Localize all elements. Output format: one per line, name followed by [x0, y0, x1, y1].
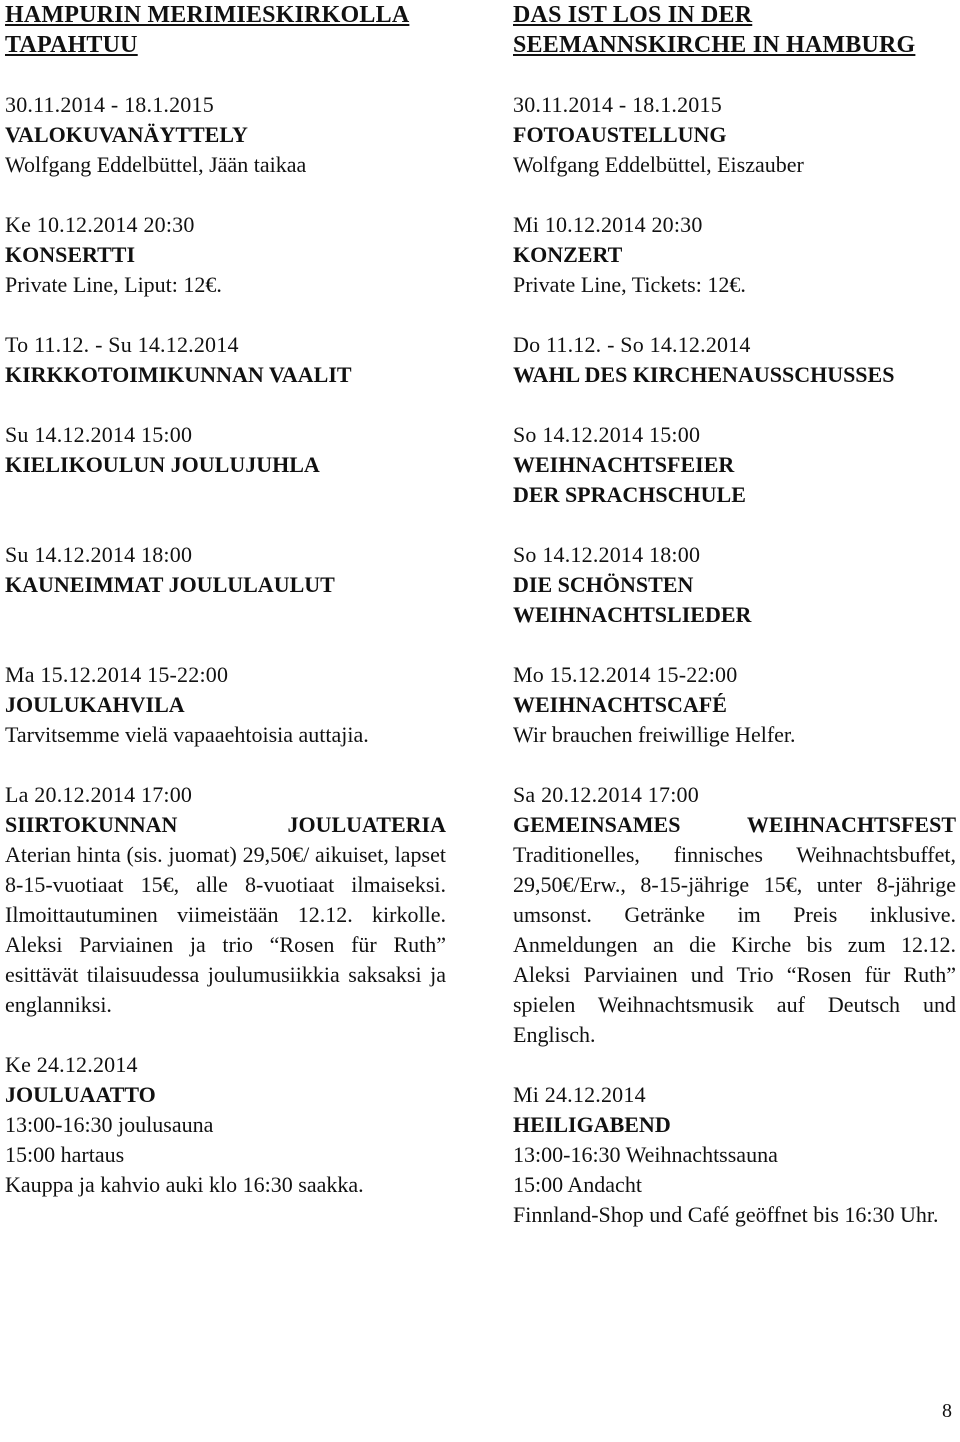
event-school-christmas — [513, 420, 956, 510]
event-text: 15:00 Andacht — [513, 1172, 642, 1197]
event-election — [5, 330, 446, 390]
event-text: Aterian hinta (sis. juomat) 29,50€/ aikuiset, lapset 8-15-vuotiaat 15€, alle 8-vuotiaat ilmaiseksi. Ilmoittautuminen viimeistään 12.12. kirkolle. Aleksi Parviainen ja trio “Rosen für Ruth” esittävät tilaisuudessa joulumusiikkia saksaksi ja englanniksi. — [5, 842, 446, 1017]
event-heading: JOULUKAHVILA — [5, 692, 185, 717]
event-school-christmas — [5, 420, 446, 510]
title-line: SEEMANNSKIRCHE IN HAMBURG — [513, 32, 916, 58]
event-date: So 14.12.2014 18:00 — [513, 542, 701, 567]
german-title — [513, 0, 956, 60]
event-heading: KIELIKOULUN JOULUJUHLA — [5, 452, 320, 477]
event-date: Ke 10.12.2014 20:30 — [5, 212, 195, 237]
event-heading: GEMEINSAMES WEIHNACHTSFEST — [513, 812, 956, 837]
event-text: Private Line, Liput: 12€. — [5, 272, 222, 297]
event-cafe — [513, 660, 956, 750]
event-heading: SIIRTOKUNNAN JOULUATERIA — [5, 812, 446, 837]
event-heading: WEIHNACHTSFEIER — [513, 452, 735, 477]
event-text: Private Line, Tickets: 12€. — [513, 272, 746, 297]
page-number: 8 — [942, 1400, 952, 1422]
event-heading: VALOKUVANÄYTTELY — [5, 122, 248, 147]
event-exhibition — [513, 90, 956, 180]
title-line: TAPAHTUU — [5, 32, 138, 58]
event-date: La 20.12.2014 17:00 — [5, 782, 193, 807]
event-text: Finnland-Shop und Café geöffnet bis 16:30 Uhr. — [513, 1202, 939, 1227]
finnish-title — [5, 0, 446, 60]
event-exhibition — [5, 90, 446, 180]
event-date: Sa 20.12.2014 17:00 — [513, 782, 699, 807]
event-date: Ma 15.12.2014 15-22:00 — [5, 662, 229, 687]
event-date: Su 14.12.2014 18:00 — [5, 542, 193, 567]
event-cafe — [5, 660, 446, 750]
event-date: 30.11.2014 - 18.1.2015 — [513, 92, 722, 117]
event-heading: HEILIGABEND — [513, 1112, 671, 1137]
event-text: Traditionelles, finnisches Weihnachtsbuffet, 29,50€/Erw., 8-15-jährige 15€, unter 8-jährige umsonst. Getränke im Preis inklusive. Anmeldungen an die Kirche bis zum 12.12. Aleksi Parviainen und Trio “Rosen für Ruth” spielen Weihnachtsmusik auf Deutsch und Englisch. — [513, 842, 956, 1047]
event-text: 15:00 hartaus — [5, 1142, 125, 1167]
event-date: Su 14.12.2014 15:00 — [5, 422, 193, 447]
event-date: Ke 24.12.2014 — [5, 1052, 138, 1077]
event-text: Tarvitsemme vielä vapaaehtoisia auttajia. — [5, 722, 369, 747]
event-spacer — [5, 480, 446, 510]
event-carols — [513, 540, 956, 630]
event-date: Do 11.12. - So 14.12.2014 — [513, 332, 751, 357]
event-date: So 14.12.2014 15:00 — [513, 422, 701, 447]
event-heading: KONSERTTI — [5, 242, 136, 267]
event-heading: WAHL DES KIRCHENAUSSCHUSSES — [513, 362, 895, 387]
event-text: Wolfgang Eddelbüttel, Jään taikaa — [5, 152, 307, 177]
event-text: 13:00-16:30 joulusauna — [5, 1112, 214, 1137]
event-christmas-dinner — [5, 780, 446, 1020]
event-text: Wir brauchen freiwillige Helfer. — [513, 722, 796, 747]
event-heading: JOULUAATTO — [5, 1082, 156, 1107]
event-heading: DER SPRACHSCHULE — [513, 482, 746, 507]
event-election — [513, 330, 956, 390]
title-line: HAMPURIN MERIMIESKIRKOLLA — [5, 2, 410, 28]
event-date: Mi 10.12.2014 20:30 — [513, 212, 703, 237]
event-heading: KONZERT — [513, 242, 623, 267]
event-spacer — [5, 600, 446, 630]
event-christmas-eve — [513, 1080, 956, 1230]
event-heading: DIE SCHÖNSTEN — [513, 572, 694, 597]
event-christmas-eve — [5, 1050, 446, 1200]
event-concert — [513, 210, 956, 300]
event-heading: KAUNEIMMAT JOULULAULUT — [5, 572, 335, 597]
event-text: Kauppa ja kahvio auki klo 16:30 saakka. — [5, 1172, 364, 1197]
event-concert — [5, 210, 446, 300]
finnish-column — [5, 0, 446, 1230]
event-heading: FOTOAUSTELLUNG — [513, 122, 727, 147]
event-heading: KIRKKOTOIMIKUNNAN VAALIT — [5, 362, 352, 387]
event-date: Mi 24.12.2014 — [513, 1082, 646, 1107]
event-carols — [5, 540, 446, 630]
event-text: Wolfgang Eddelbüttel, Eiszauber — [513, 152, 804, 177]
title-line: DAS IST LOS IN DER — [513, 2, 753, 28]
event-text: 13:00-16:30 Weihnachtssauna — [513, 1142, 778, 1167]
event-date: To 11.12. - Su 14.12.2014 — [5, 332, 239, 357]
event-date: Mo 15.12.2014 15-22:00 — [513, 662, 738, 687]
event-christmas-dinner — [513, 780, 956, 1050]
event-heading: WEIHNACHTSCAFÉ — [513, 692, 727, 717]
event-heading: WEIHNACHTSLIEDER — [513, 602, 752, 627]
event-date: 30.11.2014 - 18.1.2015 — [5, 92, 214, 117]
german-column — [513, 0, 956, 1260]
